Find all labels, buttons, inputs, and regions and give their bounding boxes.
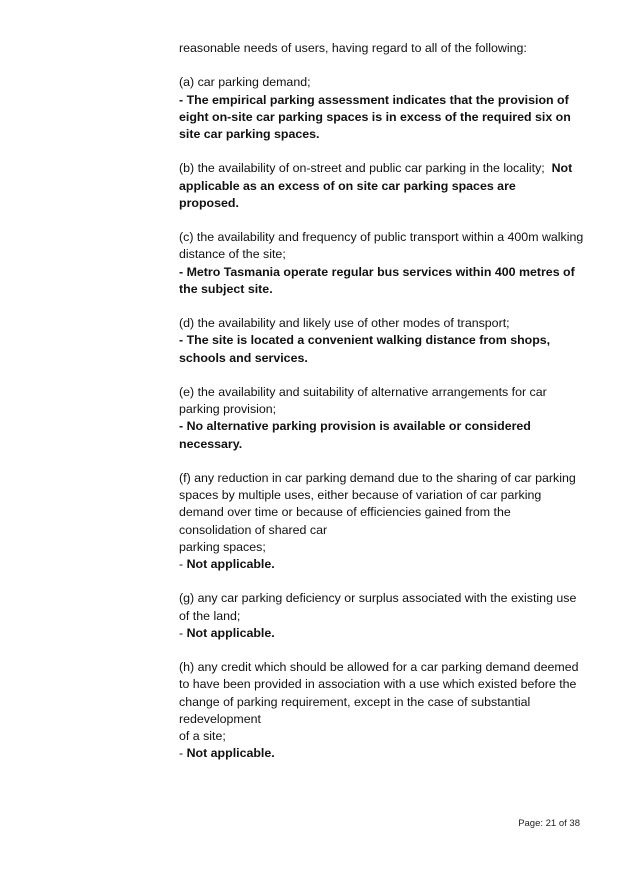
response-text: - The empirical parking assessment indicates that the provision of <box>179 92 569 107</box>
intro-text: reasonable needs of users, having regard to all of the following: <box>179 41 527 55</box>
criterion-text: (f) any reduction in car parking demand due to the sharing of car parking <box>179 470 576 485</box>
response-text: - The site is located a convenient walking distance from shops, <box>179 333 551 348</box>
criterion-b <box>179 160 589 212</box>
response-prefix: - <box>179 557 187 571</box>
criterion-text: to have been provided in association with a use which existed before the <box>179 677 577 692</box>
response-text: Not applicable. <box>186 625 275 640</box>
page-body <box>179 40 589 762</box>
criterion-c <box>179 229 589 298</box>
criterion-text: parking spaces; <box>179 539 266 554</box>
criterion-f <box>179 470 589 573</box>
response-text: the subject site. <box>179 281 273 296</box>
criterion-text: (c) the availability and frequency of public transport within a 400m walking <box>179 230 584 245</box>
criterion-text: (e) the availability and suitability of alternative arrangements for car <box>179 384 547 399</box>
criterion-text: (h) any credit which should be allowed for a car parking demand deemed <box>179 660 579 675</box>
response-text: - No alternative parking provision is available or considered <box>179 419 531 434</box>
criterion-h <box>179 659 589 762</box>
response-line <box>179 745 589 762</box>
criterion-text: spaces by multiple uses, either because of variation of car parking <box>179 488 542 503</box>
criterion-text: redevelopment <box>179 711 261 726</box>
criterion-text: parking provision; <box>179 402 277 417</box>
criterion-text: demand over time or because of efficiencies gained from the <box>179 505 511 520</box>
criterion-text: (a) car parking demand; <box>179 75 311 90</box>
criterion-d <box>179 315 589 367</box>
criterion-text: (d) the availability and likely use of other modes of transport; <box>179 316 510 331</box>
criterion-text: consolidation of shared car <box>179 522 328 537</box>
response-text: proposed. <box>179 195 239 210</box>
criterion-g <box>179 590 589 642</box>
response-text: Not <box>551 161 573 176</box>
criterion-e <box>179 384 589 453</box>
criterion-a <box>179 74 589 143</box>
criterion-text: change of parking requirement, except in the case of substantial <box>179 694 531 709</box>
response-text: schools and services. <box>179 350 308 365</box>
response-text: Not applicable. <box>186 746 275 761</box>
criterion-text: (b) the availability of on-street and public car parking in the locality; <box>179 161 545 176</box>
response-text: site car parking spaces. <box>179 127 320 141</box>
response-text: Not applicable. <box>186 557 275 571</box>
response-prefix: - <box>179 746 187 761</box>
response-line <box>179 625 589 642</box>
response-text: applicable as an excess of on site car parking spaces are <box>179 178 516 193</box>
criterion-text: of a site; <box>179 729 226 743</box>
criterion-text: (g) any car parking deficiency or surplus associated with the existing use <box>179 591 577 606</box>
response-text: - Metro Tasmania operate regular bus services within 400 metres of <box>179 264 575 279</box>
response-text: eight on-site car parking spaces is in excess of the required six on <box>179 109 571 124</box>
response-text: necessary. <box>179 436 243 451</box>
response-prefix: - <box>179 625 187 640</box>
page-number: Page: 21 of 38 <box>518 818 580 829</box>
response-line <box>179 556 589 573</box>
criterion-line <box>179 160 589 177</box>
criterion-text: distance of the site; <box>179 247 286 262</box>
criterion-text: of the land; <box>179 608 241 623</box>
